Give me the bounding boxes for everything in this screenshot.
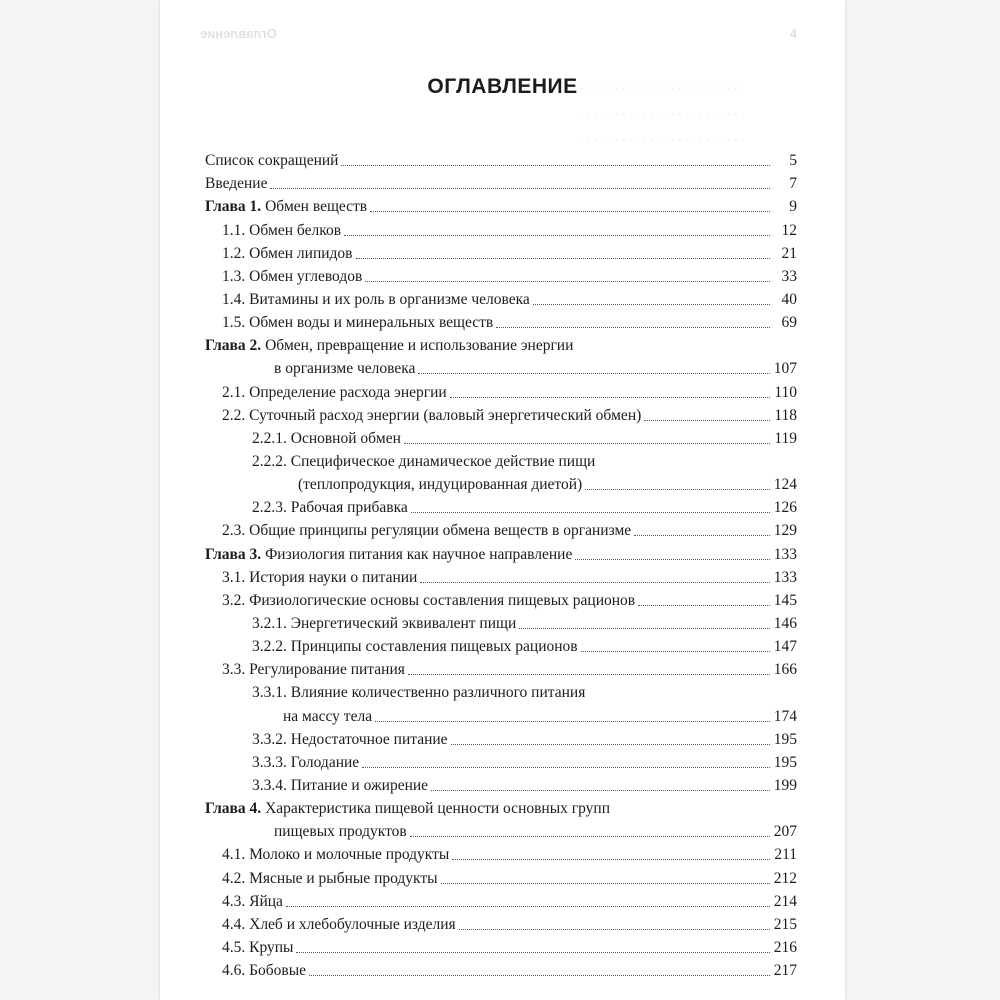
dot-leader: [375, 721, 770, 722]
entry-label: 2.2.3. Рабочая прибавка: [252, 499, 408, 517]
page-number: 166: [773, 661, 797, 679]
toc-entry[interactable]: [205, 888, 797, 911]
toc-chapter-entry[interactable]: [205, 332, 797, 355]
toc-entry[interactable]: [205, 587, 797, 610]
dot-leader: [362, 767, 770, 768]
page-number: 33: [781, 267, 797, 285]
entry-label: 3.3.4. Питание и ожирение: [252, 776, 429, 794]
page-number: 211: [774, 846, 797, 864]
entry-label: Список сокращений: [205, 152, 339, 170]
entry-label: 2.2.2. Специфическое динамическое действие пищи: [252, 452, 596, 470]
page-number: 207: [773, 823, 797, 841]
dot-leader: [404, 443, 770, 444]
toc-chapter-entry[interactable]: [205, 795, 797, 818]
page-number: 195: [773, 753, 797, 771]
toc-title: ОГЛАВЛЕНИЕ: [427, 75, 578, 98]
page-number: 212: [773, 869, 797, 887]
dot-leader: [286, 906, 770, 907]
dot-leader: [431, 790, 770, 791]
entry-label: 1.4. Витамины и их роль в организме человека: [222, 290, 530, 308]
dot-leader: [585, 489, 770, 490]
dot-leader: [519, 628, 770, 629]
toc-chapter-entry[interactable]: [205, 193, 797, 216]
ghost-header: Оглавление: [200, 26, 277, 41]
toc-entry[interactable]: [205, 425, 797, 448]
page-number: 12: [781, 221, 797, 239]
toc-entry[interactable]: [205, 309, 797, 332]
entry-label: (теплопродукция, индуцированная диетой): [298, 476, 583, 494]
entry-label: пищевых продуктов: [274, 823, 407, 841]
dot-leader: [296, 952, 770, 953]
toc-chapter-entry[interactable]: [205, 540, 797, 563]
dot-leader: [418, 373, 770, 374]
toc-entry[interactable]: [205, 286, 797, 309]
entry-label: 4.3. Яйца: [222, 892, 283, 910]
dot-leader: [634, 535, 770, 536]
entry-label: 2.1. Определение расхода энергии: [222, 383, 447, 401]
entry-label: 3.3.1. Влияние количественно различного питания: [252, 684, 586, 702]
chapter-number: Глава 4.: [205, 800, 262, 818]
dot-leader: [420, 582, 770, 583]
dot-leader: [356, 258, 771, 259]
dot-leader: [533, 304, 770, 305]
page-number: 133: [773, 545, 797, 563]
toc-entry[interactable]: [205, 216, 797, 239]
page-number: 7: [789, 175, 797, 193]
dot-leader: [365, 281, 770, 282]
dot-leader: [341, 165, 770, 166]
dot-leader: [411, 512, 770, 513]
chapter-number: Глава 1.: [205, 198, 262, 216]
toc-entry-continuation[interactable]: [205, 818, 797, 841]
entry-label: 3.3. Регулирование питания: [222, 661, 405, 679]
page-number: 110: [774, 383, 797, 401]
dot-leader: [496, 327, 770, 328]
toc-entry[interactable]: [205, 749, 797, 772]
chapter-number: Глава 3.: [205, 545, 262, 563]
entry-label: Характеристика пищевой ценности основных групп: [265, 800, 611, 818]
toc-entry[interactable]: [205, 841, 797, 864]
dot-leader: [452, 859, 770, 860]
page-number: 147: [773, 638, 797, 656]
entry-label: Физиология питания как научное направление: [265, 545, 573, 563]
page-number: 195: [773, 730, 797, 748]
entry-label: 3.3.2. Недостаточное питание: [252, 730, 448, 748]
page-number: 69: [781, 314, 797, 332]
toc-entry-continuation[interactable]: [205, 702, 797, 725]
dot-leader: [459, 929, 770, 930]
toc-entry[interactable]: [205, 656, 797, 679]
dot-leader: [441, 883, 770, 884]
entry-label: на массу тела: [283, 707, 373, 725]
toc-entry[interactable]: [205, 170, 797, 193]
entry-label: 3.1. История науки о питании: [222, 568, 418, 586]
toc-entry[interactable]: [205, 633, 797, 656]
toc-entry[interactable]: [205, 934, 797, 957]
toc-entry[interactable]: [205, 240, 797, 263]
page-number: 199: [773, 776, 797, 794]
page-number: 9: [789, 198, 797, 216]
dot-leader: [581, 651, 770, 652]
page-number: 119: [774, 429, 797, 447]
page-number: 145: [773, 591, 797, 609]
toc-entry[interactable]: [205, 726, 797, 749]
toc-entry[interactable]: [205, 911, 797, 934]
entry-label: Введение: [205, 175, 268, 193]
entry-label: 3.3.3. Голодание: [252, 753, 360, 771]
entry-label: 4.2. Мясные и рыбные продукты: [222, 869, 438, 887]
dot-leader: [370, 211, 770, 212]
page-number: 133: [773, 568, 797, 586]
entry-label: 3.2. Физиологические основы составления пищевых рационов: [222, 591, 636, 609]
toc-entry[interactable]: [205, 263, 797, 286]
page-number: 107: [773, 360, 797, 378]
toc-entry[interactable]: [205, 494, 797, 517]
page-number: 215: [773, 915, 797, 933]
entry-label: 2.3. Общие принципы регуляции обмена веществ в организме: [222, 522, 632, 540]
toc-entry[interactable]: [205, 147, 797, 170]
toc-entry-continuation[interactable]: [205, 355, 797, 378]
table-of-contents: [205, 147, 797, 980]
dot-leader: [344, 235, 770, 236]
entry-label: 1.3. Обмен углеводов: [222, 267, 363, 285]
dot-leader: [638, 605, 770, 606]
page-number: 40: [781, 290, 797, 308]
toc-entry[interactable]: [205, 772, 797, 795]
entry-label: в организме человека: [274, 360, 416, 378]
toc-entry[interactable]: [205, 564, 797, 587]
toc-entry[interactable]: [205, 448, 797, 471]
toc-entry[interactable]: [205, 378, 797, 401]
page-number: 118: [774, 406, 797, 424]
page-number: 174: [773, 707, 797, 725]
page-number: 214: [773, 892, 797, 910]
entry-label: 4.5. Крупы: [222, 938, 294, 956]
entry-label: 1.5. Обмен воды и минеральных веществ: [222, 314, 494, 332]
toc-entry[interactable]: [205, 610, 797, 633]
toc-entry[interactable]: [205, 679, 797, 702]
entry-label: 3.2.1. Энергетический эквивалент пищи: [252, 614, 517, 632]
dot-leader: [410, 836, 770, 837]
dot-leader: [450, 397, 770, 398]
entry-label: 4.1. Молоко и молочные продукты: [222, 846, 450, 864]
entry-label: 1.1. Обмен белков: [222, 221, 342, 239]
page-number: 126: [773, 499, 797, 517]
dot-leader: [575, 559, 770, 560]
entry-label: Обмен, превращение и использование энергии: [265, 337, 574, 355]
page-number: 129: [773, 522, 797, 540]
page-number: 21: [781, 244, 797, 262]
toc-entry[interactable]: [205, 864, 797, 887]
entry-label: 2.2.1. Основной обмен: [252, 429, 401, 447]
entry-label: Обмен веществ: [265, 198, 368, 216]
page-number: 217: [773, 962, 797, 980]
page-number: 146: [773, 614, 797, 632]
page-number: 5: [789, 152, 797, 170]
entry-label: 4.4. Хлеб и хлебобулочные изделия: [222, 915, 456, 933]
dot-leader: [451, 744, 770, 745]
dot-leader: [309, 975, 770, 976]
entry-label: 1.2. Обмен липидов: [222, 244, 353, 262]
entry-label: 4.6. Бобовые: [222, 962, 307, 980]
toc-entry[interactable]: [205, 402, 797, 425]
page-number: 216: [773, 938, 797, 956]
toc-entry[interactable]: [205, 957, 797, 980]
entry-label: 2.2. Суточный расход энергии (валовый энергетический обмен): [222, 406, 642, 424]
toc-entry[interactable]: [205, 517, 797, 540]
toc-entry-continuation[interactable]: [205, 471, 797, 494]
chapter-number: Глава 2.: [205, 337, 262, 355]
ghost-page-number: 4: [789, 26, 797, 41]
dot-leader: [270, 188, 770, 189]
dot-leader: [408, 674, 770, 675]
page-number: 124: [773, 476, 797, 494]
entry-label: 3.2.2. Принципы составления пищевых рационов: [252, 638, 578, 656]
dot-leader: [644, 420, 770, 421]
